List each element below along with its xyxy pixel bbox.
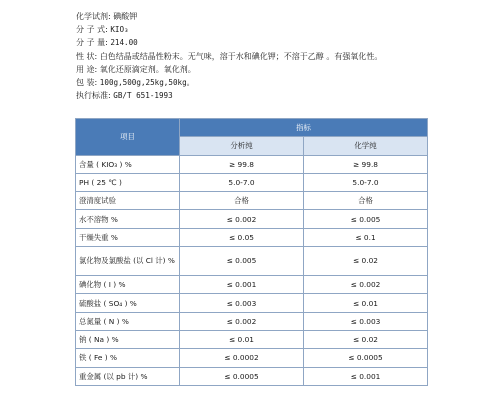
info-line-usage [76, 63, 486, 76]
row-name: 硫酸盐 ( SO₄ ) % [76, 294, 180, 312]
info-label: 分 子 式: [76, 25, 108, 35]
header-grade-cp: 化学纯 [304, 137, 428, 155]
info-label: 用 途: [76, 64, 98, 74]
row-name: 氯化物及氯酸盐 (以 Cl 计) % [76, 247, 180, 276]
row-name: 水不溶物 % [76, 210, 180, 228]
header-item: 项目 [76, 119, 180, 156]
info-label: 包 装: [76, 77, 98, 87]
table-row [76, 155, 428, 173]
info-line-molecular-weight [76, 36, 486, 49]
row-name: 总氮量 ( N ) % [76, 312, 180, 330]
row-value-ar: ≤ 0.003 [180, 294, 304, 312]
header-grade-ar: 分析纯 [180, 137, 304, 155]
row-value-ar: 5.0-7.0 [180, 173, 304, 191]
row-value-cp: ≤ 0.1 [304, 228, 428, 246]
table-row [76, 367, 428, 385]
header-group: 指标 [180, 119, 428, 137]
row-value-cp: ≤ 0.02 [304, 247, 428, 276]
info-value: 100g,500g,25kg,50kg。 [99, 77, 195, 87]
info-label: 分 子 量: [76, 38, 108, 48]
row-value-ar: ≤ 0.001 [180, 276, 304, 294]
row-value-ar: 合格 [180, 192, 304, 210]
row-value-cp: 5.0-7.0 [304, 173, 428, 191]
info-label: 性 状: [76, 51, 98, 61]
table-row [76, 247, 428, 276]
info-line-standard [76, 89, 486, 102]
info-value: 氧化还原滴定剂。氧化剂。 [99, 64, 196, 74]
table-row [76, 349, 428, 367]
info-line-packaging [76, 76, 486, 89]
row-value-cp: ≤ 0.001 [304, 367, 428, 385]
row-value-ar: ≤ 0.0005 [180, 367, 304, 385]
info-value: KIO₃ [110, 25, 129, 35]
row-name: 钠 ( Na ) % [76, 330, 180, 348]
row-value-cp: ≤ 0.003 [304, 312, 428, 330]
row-value-ar: ≤ 0.002 [180, 210, 304, 228]
table-row [76, 330, 428, 348]
table-row [76, 192, 428, 210]
table-row [76, 312, 428, 330]
table-row [76, 276, 428, 294]
info-line-reagent [76, 10, 486, 23]
info-line-properties [76, 50, 486, 63]
row-name: 干燥失重 % [76, 228, 180, 246]
row-name: 铁 ( Fe ) % [76, 349, 180, 367]
row-name: 碘化物 ( I ) % [76, 276, 180, 294]
row-value-ar: ≥ 99.8 [180, 155, 304, 173]
row-value-ar: ≤ 0.0002 [180, 349, 304, 367]
info-label: 化学试剂: [76, 12, 111, 21]
row-value-cp: ≤ 0.02 [304, 330, 428, 348]
product-info [76, 10, 486, 102]
info-line-formula [76, 23, 486, 36]
row-value-ar: ≤ 0.002 [180, 312, 304, 330]
info-label: 执行标准: [76, 91, 111, 101]
info-value: GB/T 651-1993 [113, 91, 173, 101]
row-value-cp: ≤ 0.01 [304, 294, 428, 312]
table-row [76, 210, 428, 228]
row-value-ar: ≤ 0.01 [180, 330, 304, 348]
row-name: 澄清度试验 [76, 192, 180, 210]
row-value-cp: 合格 [304, 192, 428, 210]
row-name: 含量 ( KIO₃ ) % [76, 155, 180, 173]
row-value-ar: ≤ 0.005 [180, 247, 304, 276]
specification-table [75, 118, 428, 386]
table-row [76, 294, 428, 312]
table-row [76, 173, 428, 191]
row-value-ar: ≤ 0.05 [180, 228, 304, 246]
info-value: 214.00 [110, 38, 138, 48]
row-value-cp: ≤ 0.005 [304, 210, 428, 228]
table-row [76, 228, 428, 246]
row-value-cp: ≥ 99.8 [304, 155, 428, 173]
info-value: 碘酸钾 [113, 12, 138, 21]
info-value: 白色结晶或结晶性粉末。无气味，溶于水和碘化钾；不溶于乙醇 。有强氧化性。 [99, 51, 383, 61]
row-name: PH ( 25 ℃ ) [76, 173, 180, 191]
row-value-cp: ≤ 0.002 [304, 276, 428, 294]
row-name: 重金属 (以 pb 计) % [76, 367, 180, 385]
row-value-cp: ≤ 0.0005 [304, 349, 428, 367]
